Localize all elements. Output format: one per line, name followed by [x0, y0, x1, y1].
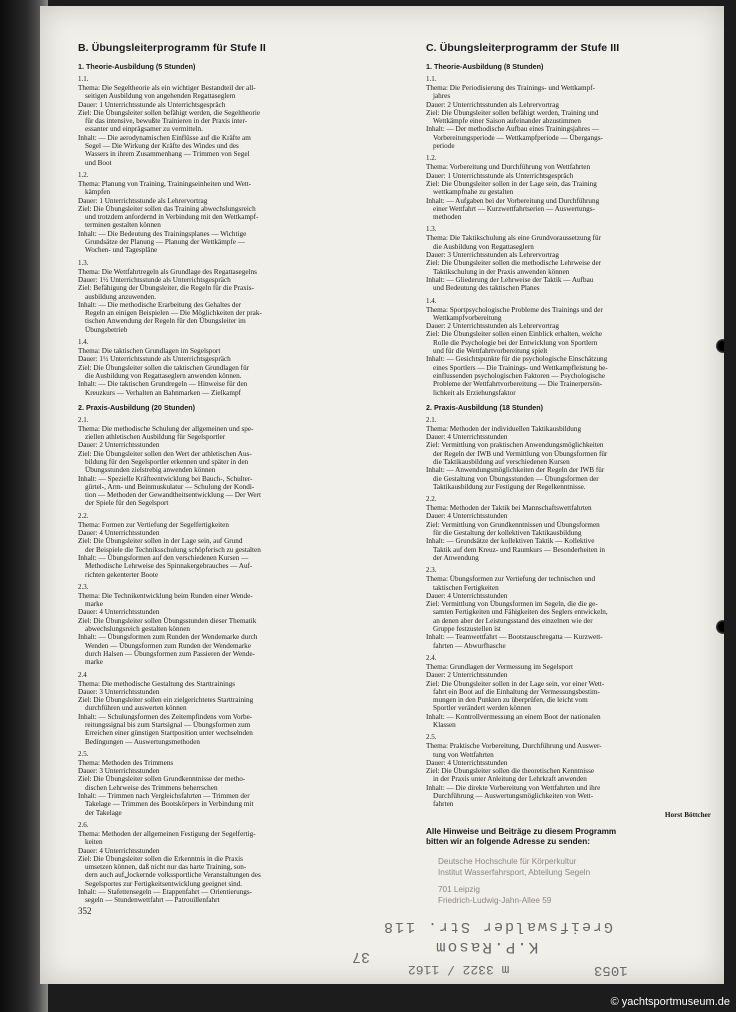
text-line: Inhalt: — Stafettensegeln — Etappenfahrt — Orientierungs- [78, 888, 253, 897]
text-line: und für die Wettfahrtvorbereitung spielt [433, 347, 548, 356]
text-line: fahrten — Abwurfhasche [433, 641, 506, 650]
address-line: Institut Wasserfahrsport, Abteilung Segeln [438, 867, 591, 877]
text-line: der Beispiele die Techniksschulung schöpferisch zu gestalten [85, 545, 261, 554]
text-line: Dauer: 2 Unterrichtsstunden [426, 671, 508, 680]
text-line: Dauer: 4 Unterrichtsstunden [426, 512, 508, 521]
text-line: Wochen- und Tagespläne [85, 246, 158, 255]
item-number: 1.3. [78, 258, 89, 267]
text-line: für das intensive, bewußte Trainieren in der Praxis inter- [85, 117, 248, 126]
text-line: taktischen Fertigkeiten [433, 583, 499, 592]
text-line: Dauer: 1 Unterrichtsstunde als Lehrervortrag [78, 196, 208, 205]
section-title: B. Übungsleiterprogramm für Stufe II [78, 42, 266, 54]
text-line: Dauer: 1½ Unterrichtsstunde als Unterrichtsgespräch [78, 275, 231, 284]
text-line: abwechslungsreich gestalten können [85, 625, 190, 634]
text-line: Methodische Lehrweise des Spinnakergebrauches — Auf- [85, 562, 253, 571]
left-column [78, 42, 398, 905]
text-line: Rolle die Psychologie bei der Entwicklung von Sportlern [433, 338, 598, 347]
item-number: 2.2. [78, 511, 89, 520]
text-line: ausbildung anzuwenden. [85, 292, 157, 301]
text-line: terminen gestalten können [85, 221, 161, 230]
text-line: Taktikausbildung zur Festigung der Regelkenntnisse. [433, 482, 586, 491]
text-line: Thema: Methoden der Taktik bei Mannschaftswettfahrten [426, 504, 592, 513]
item-number: 2.2. [426, 495, 437, 504]
part-heading: 2. Praxis-Ausbildung (18 Stunden) [426, 402, 544, 412]
text-line: Dauer: 1 Unterrichtsstunde als Unterrichtsgespräch [426, 171, 574, 180]
text-line: der Anwendung [433, 553, 479, 562]
text-line: Taktikschulung in der Praxis anwenden können [433, 267, 570, 276]
text-line: Dauer: 4 Unterrichtsstunden [78, 529, 160, 538]
text-line: Dauer: 4 Unterrichtsstunden [78, 846, 160, 855]
text-line: richten gekenterter Boote [85, 570, 159, 579]
text-line: Ziel: Die Übungsleiter sollen einen Einblick erhalten, welche [426, 330, 603, 339]
text-line: tion — Methoden der Gewandtheitsentwicklung — Der Wert [85, 491, 261, 500]
text-line: kämpfen [85, 188, 111, 197]
part-heading: 2. Praxis-Ausbildung (20 Stunden) [78, 402, 196, 412]
text-line: Thema: Sportpsychologische Probleme des Trainings und der [426, 305, 603, 314]
text-line: methoden [433, 213, 462, 222]
text-line: Ziel: Vermittlung von praktischen Anwendungsmöglichkeiten [426, 441, 604, 450]
text-line: Thema: Die taktischen Grundlagen im Segelsport [78, 347, 221, 356]
text-line: essanter und einprägsamer zu vermitteln. [85, 125, 203, 134]
item-number: 2.6. [78, 820, 89, 829]
text-line: gürtel-, Arm- und Beinmuskulatur — Schulung der Kondi- [85, 482, 255, 491]
text-line: eines Sportlers — Die Trainings- und Wettkampfleistung be- [433, 363, 608, 372]
text-line: tischen Anwendung der Regeln für den Übungsleiter im [85, 317, 246, 326]
text-line: Thema: Formen zur Vertiefung der Segelfertigkeiten [78, 520, 229, 529]
text-line: in der Praxis unter Anleitung der Lehrkraft anwenden [433, 775, 587, 784]
text-line: segeln — Stundenwettfahrt — Patrouillenfahrt [85, 896, 220, 905]
text-line: einflussenden psychologischen Faktoren — Psychologische [433, 371, 606, 380]
punch-hole [716, 620, 724, 634]
address-line: Deutsche Hochschule für Körperkultur [438, 856, 577, 866]
text-line: die Ausbildung von Regattaseglern [433, 242, 534, 251]
text-line: Thema: Die Periodisierung des Trainings- und Wettkampf- [426, 84, 595, 92]
text-line: Dauer: 3 Unterrichtsstunden [78, 687, 160, 696]
stamp-code: 1053 [594, 962, 628, 978]
text-line: Inhalt: — Die taktischen Grundregeln — Hinweise für den [78, 380, 248, 389]
part-heading: 1. Theorie-Ausbildung (5 Stunden) [78, 62, 196, 71]
text-line: Thema: Die Technikentwicklung beim Runden einer Wende- [78, 591, 253, 600]
section-title: C. Übungsleiterprogramm der Stufe III [426, 42, 620, 54]
text-line: Dauer: 2 Unterrichtsstunden als Lehrervortrag [426, 322, 559, 331]
text-line: Wettkampfvorbereitung [433, 313, 502, 322]
text-line: Wenden — Übungsformen zum Runden der Wendemarke [85, 641, 251, 650]
text-line: Ziel: Die Übungsleiter sollen die Erkenntnis in die Praxis [78, 854, 243, 863]
text-line: fahrten [433, 800, 454, 809]
text-line: tung von Wettfahrten [433, 750, 494, 759]
text-line: Übungsbetrieb [85, 325, 128, 334]
text-line: und Bedeutung des taktischen Planes [433, 284, 540, 293]
text-line: Wettkämpfe einer Saison aufeinander abzustimmen [433, 117, 581, 126]
item-number: 2.4 [78, 670, 87, 679]
address-spacer [426, 848, 711, 856]
text-line: dischen Lehrweise des Trimmens beherrschen [85, 783, 218, 792]
text-line: die Taktikausbildung auf verschiedenen Kursen [433, 457, 570, 466]
page-number: 352 [78, 906, 92, 916]
text-line: Ziel: Die Übungsleiter sollen die theoretischen Kenntnisse [426, 767, 595, 776]
note-line: bitten wir an folgende Adresse zu senden: [426, 837, 590, 847]
text-line: Dauer: 4 Unterrichtsstunden [78, 608, 160, 617]
text-line: Ziel: Die Übungsleiter sollen in der Lage sein, auf Grund [78, 537, 243, 546]
text-line: Thema: Grundlagen der Vermessung im Segelsport [426, 662, 573, 671]
text-line: an denen aber der Leistungsstand des einzelnen wie der [433, 616, 593, 625]
text-line: bildung für den Segelsportler erkennen und später in den [85, 457, 249, 466]
text-line: Ziel: Die Übungsleiter sollen ein zielgerichtetes Starttraining [78, 696, 254, 705]
item-number: 2.4. [426, 653, 437, 662]
text-line: keiten [85, 838, 103, 847]
text-line: Klassen [433, 721, 456, 729]
part-heading: 1. Theorie-Ausbildung (8 Stunden) [426, 62, 544, 71]
text-line: Vorbereitungsperiode — Wettkampfperiode — Übergangs- [433, 133, 603, 142]
text-line: Segelsportes zur Fertigkeitsentwicklung geeignet sind. [85, 879, 243, 888]
text-line: Ziel: Die Übungsleiter sollen befähigt werden, die Segeltheorie [78, 108, 261, 117]
text-line: Inhalt: — Übungsformen auf den verschiedenen Kursen — [78, 553, 249, 562]
text-line: Ziel: Die Übungsleiter sollen das Training abwechslungsreich [78, 204, 256, 213]
text-line: Thema: Methoden des Trimmens [78, 758, 174, 767]
text-line: wettkampfnahe zu gestalten [433, 188, 514, 197]
text-line: durchführen und auswerten können [85, 704, 187, 713]
text-line: Ziel: Die Übungsleiter sollen in der Lage sein, vor einer Wett- [426, 679, 605, 688]
text-line: Ziel: Befähigung der Übungsleiter, die Regeln für die Praxis- [78, 284, 254, 293]
item-number: 2.5. [426, 733, 437, 742]
text-line: Dauer: 1½ Unterrichtsstunde als Unterrichtsgespräch [78, 355, 231, 364]
text-line: die Ausbildung von Regattaseglern anwenden können. [85, 371, 242, 380]
text-line: und Boot [85, 158, 112, 167]
item-number: 2.1. [426, 415, 437, 424]
text-line: der Spiele für den Segelsport [85, 499, 169, 508]
text-line: Thema: Methoden der allgemeinen Festigung der Segelfertig- [78, 829, 256, 838]
text-line: Ziel: Die Übungsleiter sollen in der Lage sein, das Training [426, 179, 597, 188]
watermark: © yachtsportmuseum.de [610, 996, 730, 1008]
text-line: Wassers in ihrem Zusammenhang — Trimmen von Segel [85, 150, 250, 159]
text-line: Inhalt: — Die direkte Vorbereitung von Wettfahrten und ihre [426, 783, 601, 792]
text-line: Bedingungen — Auswertungsmethoden [85, 737, 200, 746]
text-line: Regeln an einigen Beispielen — Die Möglichkeiten der prak- [85, 309, 262, 318]
item-number: 1.2. [426, 154, 437, 163]
text-line: Thema: Methoden der individuellen Taktikausbildung [426, 424, 582, 433]
text-line: Inhalt: — Anwendungsmöglichkeiten der Regeln der IWB für [426, 466, 605, 475]
stamp-street: Greifswalder Str. 118 [382, 918, 614, 935]
text-line: marke [85, 658, 103, 667]
text-line: Thema: Planung von Training, Trainingseinheiten und Wett- [78, 179, 252, 188]
text-line: Inhalt: — Übungsformen zum Runden der Wendemarke durch [78, 633, 258, 642]
text-line: lichkeit als Erziehungsfaktor [433, 388, 516, 397]
text-line: und trotzdem anfordernd in Verbindung mit den Wettkampf- [85, 213, 259, 222]
text-line: Ziel: Die Übungsleiter sollen den Wert der athletischen Aus- [78, 449, 252, 458]
text-line: jahres [433, 92, 451, 101]
text-line: mungen in den Punkten zu überprüfen, die leicht vom [433, 696, 588, 705]
stamp-handwritten: m 3322 / 1162 [408, 962, 510, 977]
text-line: Ziel: Die Übungsleiter sollen Übungsstunden dieser Thematik [78, 616, 257, 625]
text-line: Thema: Die Segeltheorie als ein wichtiger Bestandteil der all- [78, 84, 256, 92]
text-line: Dauer: 3 Unterrichtsstunden [78, 767, 160, 776]
text-line: Probleme der Wettfahrtvorbereitung — Die Trainerpersön- [433, 380, 603, 389]
text-line: Ziel: Die Übungsleiter sollen befähigt werden, Training und [426, 108, 599, 117]
item-number: 2.3. [78, 582, 89, 591]
text-line: der Regeln der IWB und Vermittlung von Übungsformen für [433, 449, 608, 458]
text-line: der Takelage [85, 808, 122, 817]
text-line: Thema: Die methodische Gestaltung des Starttrainings [78, 679, 236, 688]
text-line: dern auch aufلockernde volkssportliche Veranstaltungen des [85, 871, 261, 880]
item-number: 1.1. [78, 75, 89, 83]
text-line: die Gestaltung von Übungsstunden — Übungsformen der [433, 474, 599, 483]
text-line: Kreuzkurs — Verhalten an Bahnmarken — Zielkampf [85, 388, 241, 397]
text-line: Inhalt: — Die aerodynamischen Einflüsse auf die Kräfte am [78, 133, 251, 142]
text-line: Übungsstunden zielstrebig anwenden können [85, 466, 216, 475]
text-line: reitungssignal bis zum Startsignal — Übungsformen zum [85, 721, 251, 729]
text-line: Inhalt: — Aufgaben bei der Vorbereitung und Durchführung [426, 196, 600, 205]
text-line: Inhalt: — Die methodische Erarbeitung des Gehaltes der [78, 300, 242, 309]
text-line: Ziel: Die Übungsleiter sollen Grundkenntnisse der metho- [78, 775, 246, 784]
item-number: 2.3. [426, 566, 437, 575]
text-line: Dauer: 4 Unterrichtsstunden [426, 433, 508, 442]
text-line: Erreichen einer günstigen Startposition unter wechselnden [85, 729, 253, 738]
text-line: Dauer: 4 Unterrichtsstunden [426, 758, 508, 767]
text-line: Inhalt: — Die Bedeutung des Trainingsplanes — Wichtige [78, 229, 247, 238]
text-line: umsetzen können, daß nicht nur das harte Training, son- [85, 863, 247, 872]
text-line: Dauer: 2 Unterrichtsstunden als Lehrervortrag [426, 100, 559, 109]
text-line: ziellen athletischen Ausbildung für Segelsportler [85, 433, 226, 442]
item-number: 2.1. [78, 415, 89, 424]
text-line: fahrt ein Boot auf die Einhaltung der Vermessungsbestim- [433, 687, 600, 696]
text-line: Dauer: 2 Unterrichtsstunden [78, 441, 160, 450]
text-line: Thema: Die Taktikschulung als eine Grundvoraussetzung für [426, 234, 602, 243]
text-line: Sportler verändert werden können [433, 704, 531, 713]
note-line: Alle Hinweise und Beiträge zu diesem Programm [426, 826, 617, 836]
item-number: 1.2. [78, 170, 89, 179]
text-line: Thema: Die Wettfahrtregeln als Grundlage des Regattasegelns [78, 267, 257, 276]
text-line: Inhalt: — Trimmen nach Vergleichsfahrten — Trimmen der [78, 792, 250, 801]
punch-hole [716, 339, 724, 353]
item-number: 1.4. [426, 296, 437, 305]
text-line: Inhalt: — Grundsätze der kollektiven Taktik — Kollektive [426, 537, 595, 546]
text-line: Thema: Vorbereitung und Durchführung von Wettfahrten [426, 163, 591, 172]
text-line: Thema: Praktische Vorbereitung, Durchführung und Auswer- [426, 742, 602, 751]
stamp-number: 37 [352, 948, 371, 965]
text-line: Durchführung — Auswertungsmöglichkeiten von Wett- [433, 792, 594, 801]
text-line: marke [85, 600, 103, 609]
text-line: Inhalt: — Kontrollvermessung an einem Boot der nationalen [426, 712, 601, 721]
text-line: Inhalt: — Spezielle Kräfteentwicklung bei Bauch-, Schulter- [78, 474, 253, 483]
text-line: einer Wettfahrt — Kurzwettfahrtserien — Auswertungs- [433, 204, 595, 213]
text-line: Ziel: Vermittlung von Übungsformen im Segeln, die die ge- [426, 600, 598, 609]
text-line: Inhalt: — Schulungsformen des Zeitempfindens vom Vorbe- [78, 712, 253, 721]
text-line: Dauer: 1 Unterrichtsstunde als Unterrichtsgespräch [78, 100, 226, 109]
text-line: Ziel: Die Übungsleiter sollen die taktischen Grundlagen für [78, 363, 250, 372]
text-line: Ziel: Vermittlung von Grundkenntnissen und Übungsformen [426, 520, 600, 529]
text-line: Taktik auf dem Kreuz- und Raumkurs — Besonderheiten in [433, 545, 605, 554]
text-line: Thema: Die methodische Schulung der allgemeinen und spe- [78, 424, 254, 433]
address-line: Friedrich-Ludwig-Jahn-Allee 59 [438, 895, 552, 905]
text-line: samten Fertigkeiten und Fähigkeiten des Seglers entwickeln, [433, 608, 608, 617]
text-line: durch Halsen — Übungsformen zum Passieren der Wende- [85, 649, 255, 658]
text-line: periode [433, 142, 455, 151]
text-line: Gruppe festzustellen ist [433, 625, 501, 634]
text-line: Inhalt: — Der methodische Aufbau eines Trainingsjahres — [426, 125, 600, 134]
text-line: Inhalt: — Teamwettfahrt — Bootstauschregatta — Kurzwett- [426, 633, 603, 642]
text-line: Ziel: Die Übungsleiter sollen die methodische Lehrweise der [426, 259, 602, 268]
item-number: 1.1. [426, 75, 437, 83]
text-line: seitigen Ausbildung von angehenden Regattaseglern [85, 92, 236, 101]
text-line: Dauer: 4 Unterrichtsstunden [426, 591, 508, 600]
stamp-name: K.P.Rasom [434, 938, 539, 956]
item-number: 1.3. [426, 225, 437, 234]
text-line: Dauer: 3 Unterrichtsstunden als Lehrervortrag [426, 251, 559, 260]
right-column [426, 42, 711, 906]
author-name: Horst Böttcher [664, 810, 711, 819]
item-number: 2.5. [78, 749, 89, 758]
address-line: 701 Leipzig [438, 884, 480, 894]
text-line: für die Gestaltung der kollektiven Taktikausbildung [433, 529, 582, 538]
text-line: Inhalt: — Gesichtspunkte für die psychologische Einschätzung [426, 355, 608, 364]
text-line: Takelage — Trimmen des Bootskörpers in Verbindung mit [85, 800, 254, 809]
text-line: Segel — Die Wirkung der Kräfte des Windes und des [85, 142, 239, 151]
text-line: Thema: Übungsformen zur Vertiefung der technischen und [426, 575, 596, 584]
text-line: Grundsätze der Planung — Planung der Wettkämpfe — [85, 238, 245, 247]
text-line: Inhalt: — Gliederung der Lehrweise der Taktik — Aufbau [426, 275, 594, 284]
item-number: 1.4. [78, 338, 89, 347]
